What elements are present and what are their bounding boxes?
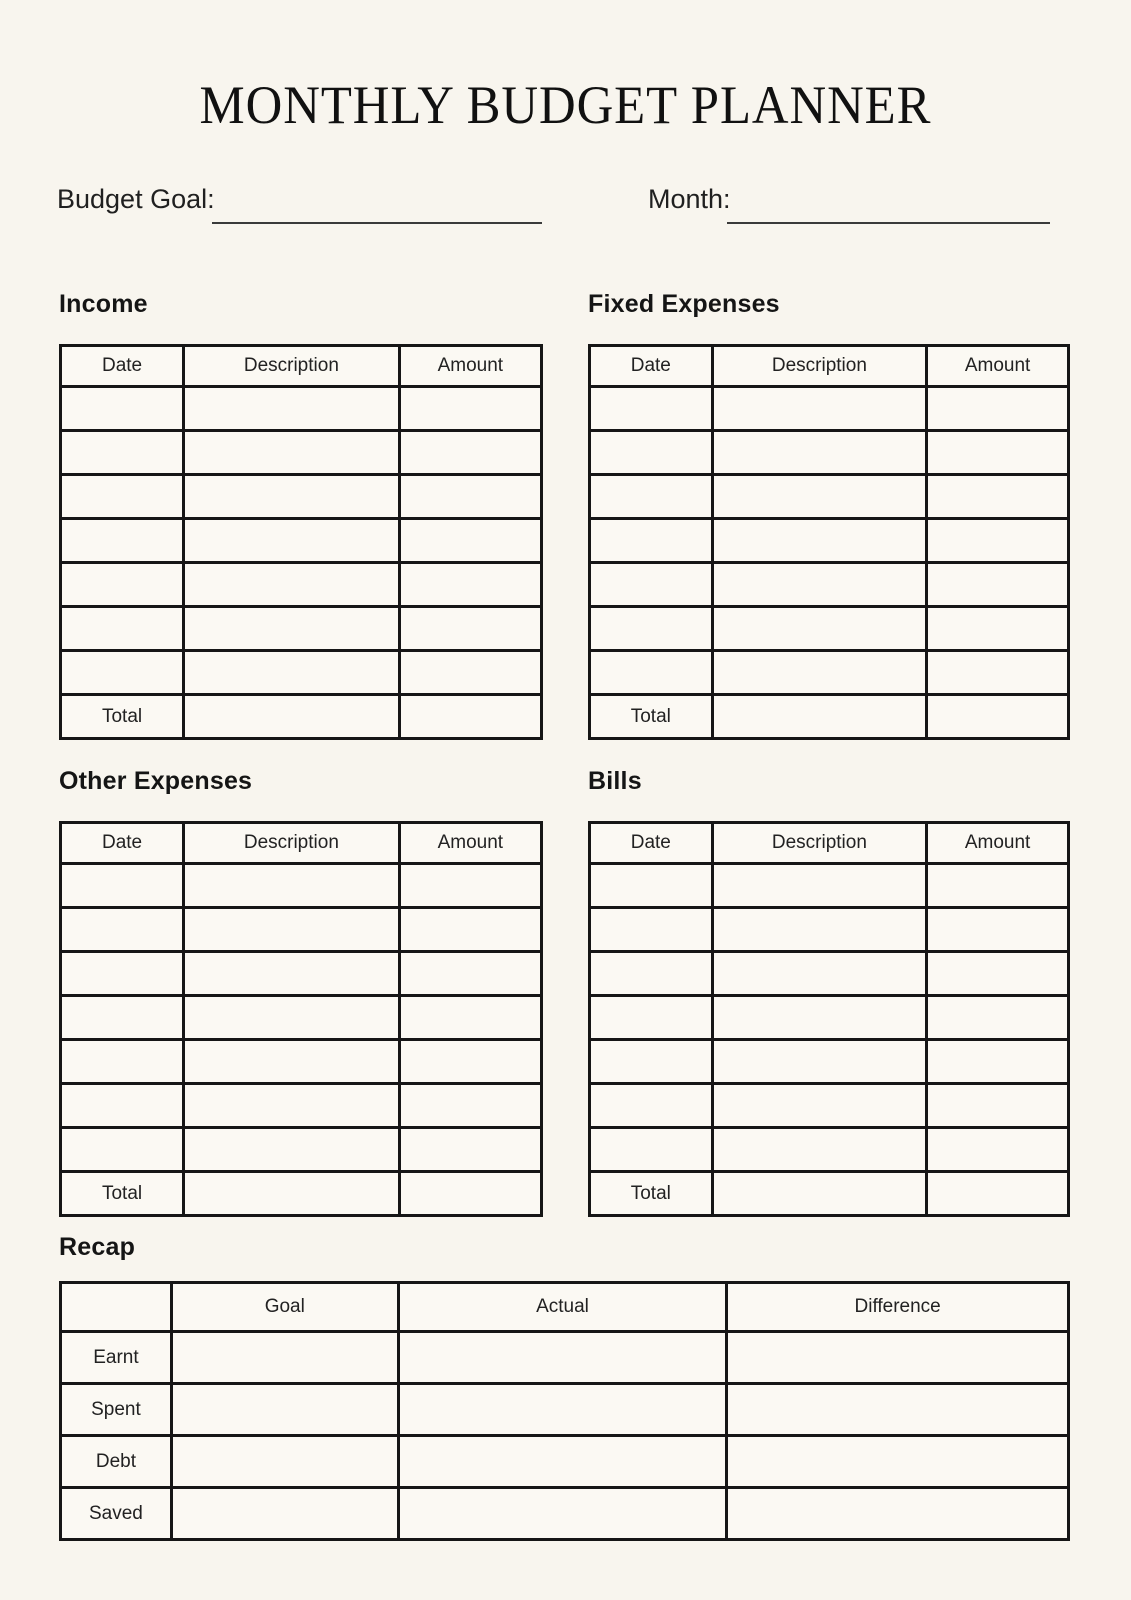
empty-cell <box>712 519 927 563</box>
empty-cell <box>399 431 541 475</box>
bills-heading: Bills <box>588 767 642 795</box>
empty-cell <box>927 607 1069 651</box>
income-total-description-cell <box>184 695 399 739</box>
empty-table-row <box>61 563 542 607</box>
empty-cell <box>61 908 184 952</box>
recap-row-spent <box>61 1384 1069 1436</box>
empty-cell <box>712 475 927 519</box>
fixed-expenses-total-row <box>590 695 1069 739</box>
income-header-row <box>61 346 542 387</box>
empty-cell <box>184 908 399 952</box>
fixed-expenses-total-description-cell <box>712 695 927 739</box>
empty-cell <box>399 908 541 952</box>
income-total-amount-cell <box>399 695 541 739</box>
empty-table-row <box>61 519 542 563</box>
empty-cell <box>61 864 184 908</box>
bills-column-date: Date <box>590 823 713 864</box>
recap-row-label: Spent <box>61 1384 172 1436</box>
empty-cell <box>927 475 1069 519</box>
fixed-expenses-total-label: Total <box>590 695 713 739</box>
empty-table-row <box>61 1128 542 1172</box>
recap-difference-cell <box>727 1436 1069 1488</box>
empty-cell <box>927 1128 1069 1172</box>
empty-table-row <box>590 908 1069 952</box>
bills-header-row <box>590 823 1069 864</box>
empty-cell <box>712 651 927 695</box>
empty-cell <box>399 607 541 651</box>
fixed-expenses-column-amount: Amount <box>927 346 1069 387</box>
empty-cell <box>712 431 927 475</box>
budget-goal-label: Budget Goal: <box>57 184 215 214</box>
empty-cell <box>712 1084 927 1128</box>
month-label: Month: <box>648 184 731 214</box>
empty-cell <box>590 563 713 607</box>
recap-row-debt <box>61 1436 1069 1488</box>
income-table <box>59 344 543 740</box>
empty-cell <box>590 431 713 475</box>
empty-cell <box>399 1040 541 1084</box>
empty-table-row <box>61 1040 542 1084</box>
empty-table-row <box>590 1040 1069 1084</box>
empty-cell <box>61 431 184 475</box>
bills-total-amount-cell <box>927 1172 1069 1216</box>
empty-cell <box>927 563 1069 607</box>
empty-cell <box>184 607 399 651</box>
other-expenses-table <box>59 821 543 1217</box>
empty-cell <box>184 563 399 607</box>
empty-table-row <box>590 563 1069 607</box>
recap-column-goal: Goal <box>171 1283 398 1332</box>
bills-total-description-cell <box>712 1172 927 1216</box>
empty-cell <box>61 1128 184 1172</box>
other-expenses-column-date: Date <box>61 823 184 864</box>
recap-actual-cell <box>398 1436 727 1488</box>
empty-cell <box>61 387 184 431</box>
recap-difference-cell <box>727 1384 1069 1436</box>
recap-row-label: Saved <box>61 1488 172 1540</box>
empty-table-row <box>590 1128 1069 1172</box>
empty-cell <box>590 387 713 431</box>
recap-row-label: Earnt <box>61 1332 172 1384</box>
other-expenses-total-description-cell <box>184 1172 399 1216</box>
empty-cell <box>590 607 713 651</box>
empty-cell <box>590 1040 713 1084</box>
income-section <box>59 291 543 740</box>
month-input-line[interactable] <box>727 190 1050 224</box>
empty-cell <box>399 387 541 431</box>
empty-table-row <box>61 1084 542 1128</box>
bills-column-description: Description <box>712 823 927 864</box>
empty-cell <box>712 1040 927 1084</box>
recap-difference-cell <box>727 1332 1069 1384</box>
recap-table <box>59 1281 1070 1541</box>
empty-cell <box>399 651 541 695</box>
empty-table-row <box>61 475 542 519</box>
empty-cell <box>399 475 541 519</box>
empty-cell <box>399 519 541 563</box>
budget-goal-input-line[interactable] <box>212 190 542 224</box>
empty-cell <box>927 1084 1069 1128</box>
recap-goal-cell <box>171 1436 398 1488</box>
empty-cell <box>712 908 927 952</box>
bills-column-amount: Amount <box>927 823 1069 864</box>
empty-cell <box>61 1084 184 1128</box>
empty-cell <box>712 607 927 651</box>
empty-cell <box>399 952 541 996</box>
empty-cell <box>61 651 184 695</box>
empty-table-row <box>61 431 542 475</box>
recap-section <box>59 1234 1070 1541</box>
empty-cell <box>184 1128 399 1172</box>
other-expenses-total-amount-cell <box>399 1172 541 1216</box>
empty-cell <box>712 864 927 908</box>
empty-table-row <box>61 387 542 431</box>
empty-cell <box>590 952 713 996</box>
recap-row-saved <box>61 1488 1069 1540</box>
empty-cell <box>927 864 1069 908</box>
empty-cell <box>184 651 399 695</box>
recap-difference-cell <box>727 1488 1069 1540</box>
income-total-label: Total <box>61 695 184 739</box>
empty-table-row <box>590 651 1069 695</box>
empty-table-row <box>61 952 542 996</box>
recap-goal-cell <box>171 1488 398 1540</box>
bills-table <box>588 821 1070 1217</box>
empty-cell <box>712 387 927 431</box>
empty-table-row <box>590 475 1069 519</box>
empty-cell <box>712 563 927 607</box>
empty-cell <box>712 952 927 996</box>
empty-cell <box>927 996 1069 1040</box>
empty-table-row <box>61 607 542 651</box>
empty-cell <box>590 1084 713 1128</box>
fixed-expenses-total-amount-cell <box>927 695 1069 739</box>
empty-cell <box>184 475 399 519</box>
empty-cell <box>61 607 184 651</box>
empty-cell <box>399 996 541 1040</box>
empty-cell <box>61 563 184 607</box>
empty-cell <box>184 864 399 908</box>
empty-cell <box>590 651 713 695</box>
empty-table-row <box>590 996 1069 1040</box>
recap-column-difference: Difference <box>727 1283 1069 1332</box>
other-expenses-column-amount: Amount <box>399 823 541 864</box>
empty-table-row <box>590 387 1069 431</box>
empty-cell <box>61 1040 184 1084</box>
empty-cell <box>590 908 713 952</box>
empty-table-row <box>590 864 1069 908</box>
empty-cell <box>61 475 184 519</box>
empty-cell <box>927 519 1069 563</box>
empty-table-row <box>590 431 1069 475</box>
fixed-expenses-column-date: Date <box>590 346 713 387</box>
empty-cell <box>712 1128 927 1172</box>
empty-cell <box>184 387 399 431</box>
empty-cell <box>61 996 184 1040</box>
income-column-date: Date <box>61 346 184 387</box>
empty-table-row <box>590 607 1069 651</box>
empty-table-row <box>590 1084 1069 1128</box>
bills-total-label: Total <box>590 1172 713 1216</box>
empty-cell <box>927 952 1069 996</box>
other-expenses-total-label: Total <box>61 1172 184 1216</box>
empty-cell <box>712 996 927 1040</box>
other-expenses-section <box>59 768 543 1217</box>
fixed-expenses-section <box>588 291 1070 740</box>
other-expenses-header-row <box>61 823 542 864</box>
income-column-description: Description <box>184 346 399 387</box>
recap-heading: Recap <box>59 1233 136 1261</box>
empty-cell <box>61 952 184 996</box>
recap-actual-cell <box>398 1332 727 1384</box>
empty-cell <box>590 1128 713 1172</box>
empty-table-row <box>61 864 542 908</box>
income-heading: Income <box>59 290 148 318</box>
empty-cell <box>184 996 399 1040</box>
empty-cell <box>927 431 1069 475</box>
recap-row-label: Debt <box>61 1436 172 1488</box>
empty-table-row <box>590 952 1069 996</box>
empty-table-row <box>61 651 542 695</box>
recap-row-earnt <box>61 1332 1069 1384</box>
empty-cell <box>184 519 399 563</box>
recap-goal-cell <box>171 1332 398 1384</box>
empty-cell <box>399 1128 541 1172</box>
empty-cell <box>590 996 713 1040</box>
empty-cell <box>927 651 1069 695</box>
empty-cell <box>590 864 713 908</box>
recap-column-actual: Actual <box>398 1283 727 1332</box>
other-expenses-heading: Other Expenses <box>59 767 253 795</box>
recap-goal-cell <box>171 1384 398 1436</box>
empty-cell <box>399 563 541 607</box>
bills-total-row <box>590 1172 1069 1216</box>
income-total-row <box>61 695 542 739</box>
empty-cell <box>184 1084 399 1128</box>
empty-table-row <box>61 908 542 952</box>
empty-cell <box>927 1040 1069 1084</box>
empty-cell <box>184 952 399 996</box>
fixed-expenses-table <box>588 344 1070 740</box>
empty-cell <box>927 387 1069 431</box>
empty-cell <box>184 1040 399 1084</box>
other-expenses-column-description: Description <box>184 823 399 864</box>
fixed-expenses-column-description: Description <box>712 346 927 387</box>
recap-actual-cell <box>398 1488 727 1540</box>
empty-cell <box>590 475 713 519</box>
fixed-expenses-heading: Fixed Expenses <box>588 290 780 318</box>
empty-cell <box>399 864 541 908</box>
bills-section <box>588 768 1070 1217</box>
recap-column-blank <box>61 1283 172 1332</box>
fixed-expenses-header-row <box>590 346 1069 387</box>
empty-cell <box>61 519 184 563</box>
other-expenses-total-row <box>61 1172 542 1216</box>
empty-cell <box>184 431 399 475</box>
empty-cell <box>399 1084 541 1128</box>
recap-header-row <box>61 1283 1069 1332</box>
empty-table-row <box>61 996 542 1040</box>
empty-cell <box>590 519 713 563</box>
recap-actual-cell <box>398 1384 727 1436</box>
empty-cell <box>927 908 1069 952</box>
income-column-amount: Amount <box>399 346 541 387</box>
page-title: MONTHLY BUDGET PLANNER <box>199 75 932 135</box>
empty-table-row <box>590 519 1069 563</box>
